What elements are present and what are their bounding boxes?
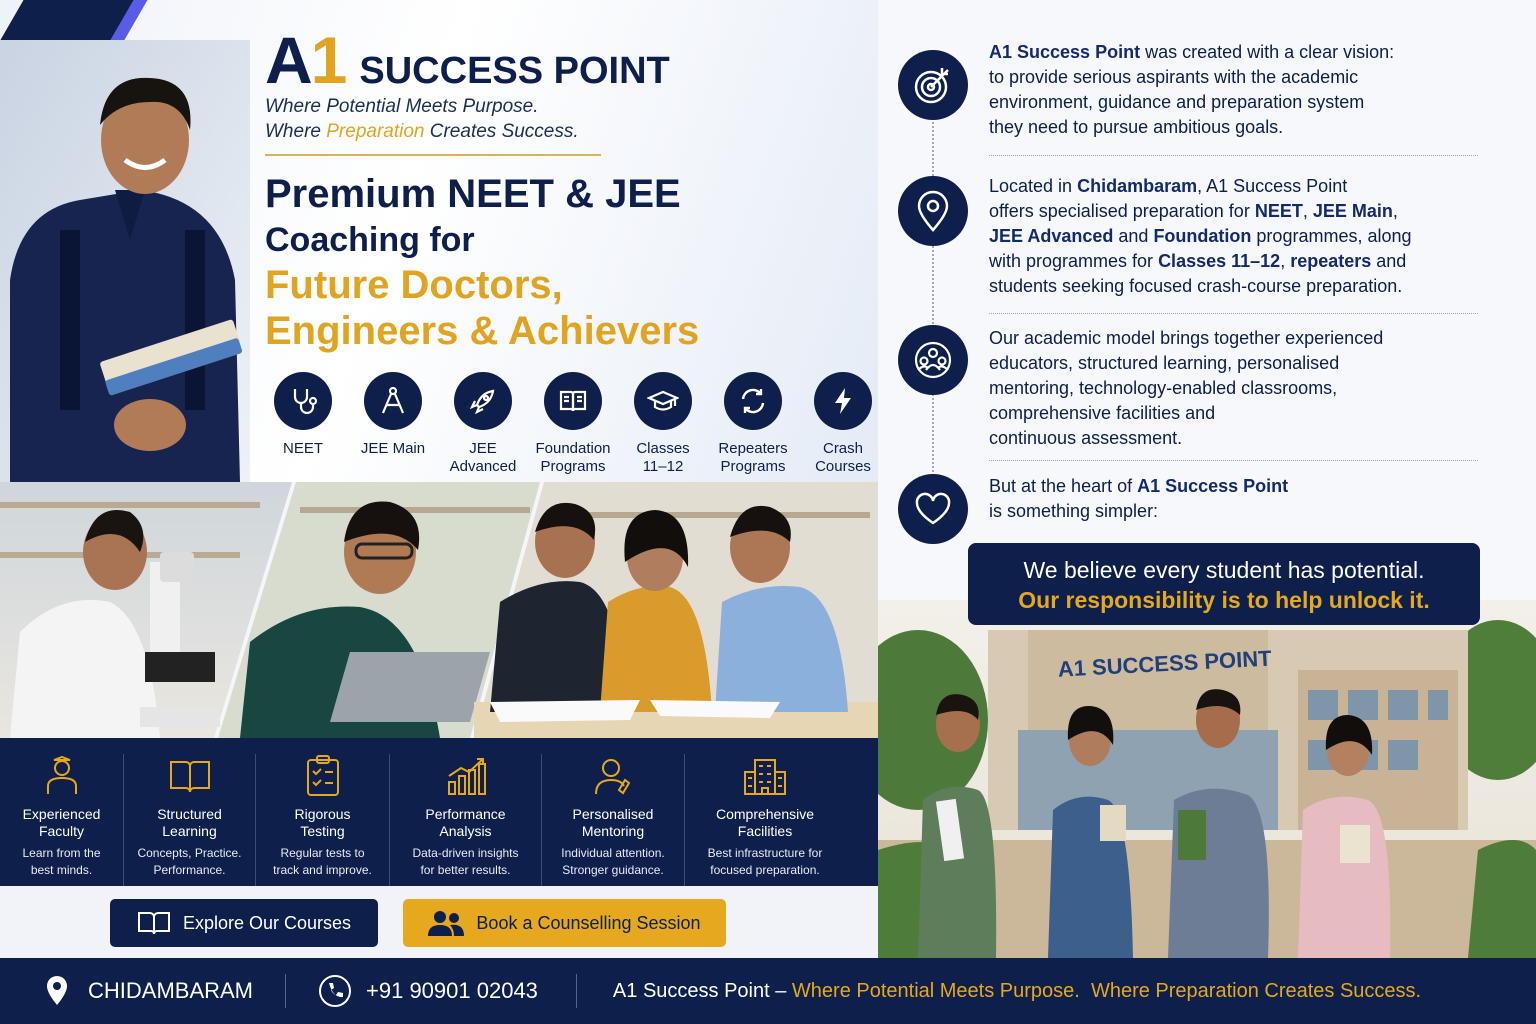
headline-line3: Future Doctors, — [265, 263, 563, 307]
text-fragment: Located in — [989, 176, 1078, 196]
text-fragment: , — [1392, 201, 1398, 221]
feature-experienced-faculty — [0, 754, 124, 886]
feature-title2: Facilities — [737, 823, 793, 839]
jee-main-mention: JEE Main — [1312, 201, 1393, 221]
book-counselling-label: Book a Counselling Session — [476, 912, 701, 933]
feature-rigorous-testing — [256, 754, 390, 886]
feature-performance-analysis — [390, 754, 542, 886]
cta-row — [0, 886, 878, 958]
heart-text — [989, 474, 1459, 524]
tagline-post: Creates Success. — [424, 121, 579, 142]
text-fragment: programmes, along — [1251, 226, 1412, 246]
heart-line2: is something simpler: — [989, 501, 1159, 521]
separator — [989, 155, 1478, 156]
program-sublabel: Programs — [540, 458, 606, 475]
student-photo — [0, 40, 250, 482]
tagline-line1: Where Potential Meets Purpose. — [265, 96, 539, 117]
feature-comprehensive-facilities — [685, 754, 845, 886]
feature-title: Experienced — [22, 806, 101, 822]
text-fragment: , — [1302, 201, 1313, 221]
explore-courses-label: Explore Our Courses — [182, 912, 352, 933]
tagline-highlight: Preparation — [326, 121, 425, 142]
feature-title2: Learning — [162, 823, 217, 839]
feature-desc2: focused preparation. — [710, 863, 820, 877]
compass-icon — [377, 385, 409, 417]
text-fragment: with programmes for — [989, 251, 1159, 271]
brand-name: SUCCESS POINT — [359, 50, 670, 92]
lightning-icon — [827, 385, 859, 417]
program-crash[interactable] — [798, 372, 878, 476]
feature-desc: Individual attention. — [561, 846, 665, 860]
brand-a: A — [265, 23, 311, 97]
program-list — [258, 372, 878, 476]
feature-desc2: track and improve. — [273, 863, 372, 877]
vision-text — [989, 40, 1459, 140]
separator — [989, 313, 1478, 314]
tagline-pre: Where — [265, 121, 327, 142]
model-line3: mentoring, technology-enabled classrooms, — [989, 378, 1338, 398]
model-line1: Our academic model brings together experienced — [989, 328, 1384, 348]
program-foundation[interactable] — [528, 372, 618, 476]
explore-courses-button[interactable] — [110, 899, 378, 947]
community-icon — [911, 340, 955, 380]
brand-mention: A1 Success Point — [989, 42, 1141, 62]
vision-badge — [898, 50, 968, 120]
map-pin-icon — [915, 190, 951, 232]
headline-line2: Coaching for — [265, 221, 475, 259]
footer-slogan — [613, 980, 1421, 1003]
program-sublabel: Programs — [720, 458, 786, 475]
feature-desc2: Stronger guidance. — [562, 863, 664, 877]
users-icon — [428, 910, 464, 936]
bar-chart-icon — [445, 756, 487, 796]
feature-title2: Faculty — [38, 823, 85, 839]
neet-mention: NEET — [1254, 201, 1303, 221]
program-label: Crash — [822, 440, 863, 457]
campus-photo — [878, 600, 1536, 958]
feature-desc2: Performance. — [153, 863, 226, 877]
brand-1: 1 — [310, 23, 346, 97]
headline-line1: Premium NEET & JEE — [265, 172, 681, 216]
right-panel — [878, 0, 1536, 958]
tagline — [265, 94, 579, 144]
city-mention: Chidambaram — [1077, 176, 1198, 196]
belief-line1: We believe every student has potential. — [1023, 557, 1425, 583]
program-label: JEE Main — [360, 440, 426, 457]
text-fragment: offers specialised preparation for — [989, 201, 1255, 221]
program-sublabel: Courses — [815, 458, 871, 475]
feature-title: Structured — [157, 806, 222, 822]
model-badge — [898, 325, 968, 395]
target-icon — [912, 64, 954, 106]
text-fragment: and — [1113, 226, 1154, 246]
program-repeaters[interactable] — [708, 372, 798, 476]
belief-banner — [968, 543, 1480, 625]
graduation-cap-icon — [647, 385, 679, 417]
features-bar — [0, 738, 878, 886]
timeline-line — [932, 115, 934, 495]
headline — [265, 170, 699, 354]
vision-line4: they need to pursue ambitious goals. — [989, 117, 1284, 137]
model-line5: continuous assessment. — [989, 428, 1183, 448]
headline-line4: Engineers & Achievers — [265, 309, 700, 353]
text-fragment: , — [1280, 251, 1291, 271]
text-fragment: and — [1371, 251, 1407, 271]
classroom-photos — [0, 482, 878, 738]
feature-desc2: best minds. — [30, 863, 93, 877]
program-jee-advanced[interactable] — [438, 372, 528, 476]
feature-desc: Best infrastructure for — [707, 846, 823, 860]
feature-desc: Concepts, Practice. — [137, 846, 242, 860]
text-fragment: students seeking focused crash-course preparation. — [989, 276, 1403, 296]
feature-structured-learning — [124, 754, 256, 886]
feature-title2: Testing — [300, 823, 345, 839]
divider — [265, 154, 601, 156]
program-label: Classes — [636, 440, 690, 457]
program-neet[interactable] — [258, 372, 348, 476]
feature-title2: Mentoring — [581, 823, 645, 839]
feature-desc: Data-driven insights — [412, 846, 519, 860]
heart-badge — [898, 474, 968, 544]
footer-brand: A1 Success Point — [612, 979, 770, 1002]
model-text — [989, 326, 1459, 451]
feature-title: Rigorous — [294, 806, 351, 822]
phone-icon — [318, 974, 352, 1008]
footer-bar — [0, 958, 1536, 1024]
program-jee-main[interactable] — [348, 372, 438, 476]
footer-dash: – — [769, 979, 792, 1002]
model-line2: educators, structured learning, personalised — [989, 353, 1340, 373]
program-label: NEET — [282, 440, 323, 457]
photo-strip — [0, 482, 878, 738]
feature-desc: Learn from the — [22, 846, 101, 860]
jee-advanced-mention: JEE Advanced — [989, 226, 1114, 246]
footer-city: CHIDAMBARAM — [88, 978, 254, 1003]
text-fragment: , A1 Success Point — [1197, 176, 1348, 196]
footer-phone[interactable] — [318, 974, 538, 1008]
feature-title2: Analysis — [439, 823, 492, 839]
separator — [989, 460, 1478, 461]
footer-slogan-text: Where Potential Meets Purpose. Where Preparation Creates Success. — [791, 979, 1422, 1002]
vision-line3: environment, guidance and preparation system — [989, 92, 1365, 112]
vision-line1: was created with a clear vision: — [1140, 42, 1395, 62]
vision-line2: to provide serious aspirants with the academic — [989, 67, 1359, 87]
footer-divider — [576, 974, 577, 1008]
repeaters-mention: repeaters — [1290, 251, 1372, 271]
program-label: Foundation — [535, 440, 611, 457]
open-book-icon — [168, 756, 212, 796]
feature-title: Personalised — [572, 806, 654, 822]
teacher-icon — [42, 756, 82, 796]
hero-section — [0, 0, 878, 482]
foundation-mention: Foundation — [1153, 226, 1252, 246]
footer-phone-number: +91 90901 02043 — [366, 978, 538, 1003]
feature-title: Performance — [425, 806, 506, 822]
map-pin-icon — [46, 976, 68, 1006]
heart-icon — [914, 492, 952, 526]
classes-mention: Classes 11–12 — [1158, 251, 1281, 271]
refresh-icon — [737, 385, 769, 417]
feature-title: Comprehensive — [715, 806, 815, 822]
brand-logo — [265, 22, 670, 98]
building-icon — [743, 756, 787, 796]
feature-personalised-mentoring — [542, 754, 685, 886]
program-sublabel: 11–12 — [642, 458, 684, 475]
program-classes[interactable] — [618, 372, 708, 476]
location-badge — [898, 176, 968, 246]
program-label: JEE — [469, 440, 497, 457]
mentor-icon — [593, 756, 633, 796]
feature-desc2: for better results. — [420, 863, 511, 877]
book-counselling-button[interactable] — [403, 899, 726, 947]
stethoscope-icon — [287, 385, 319, 417]
model-line4: comprehensive facilities and — [989, 403, 1216, 423]
book-icon — [557, 385, 589, 417]
open-book-icon — [137, 910, 171, 936]
program-label: Repeaters — [718, 440, 788, 457]
rocket-icon — [467, 385, 499, 417]
belief-line2: Our responsibility is to help unlock it. — [1018, 587, 1430, 613]
text-fragment: But at the heart of — [989, 476, 1138, 496]
campus-sign: A1 SUCCESS POINT — [1057, 645, 1273, 682]
checklist-icon — [305, 755, 341, 797]
program-sublabel: Advanced — [449, 458, 517, 475]
location-text — [989, 174, 1459, 299]
footer-location[interactable] — [46, 976, 253, 1006]
footer-divider — [285, 974, 286, 1008]
brand-mention: A1 Success Point — [1137, 476, 1289, 496]
feature-desc: Regular tests to — [280, 846, 365, 860]
